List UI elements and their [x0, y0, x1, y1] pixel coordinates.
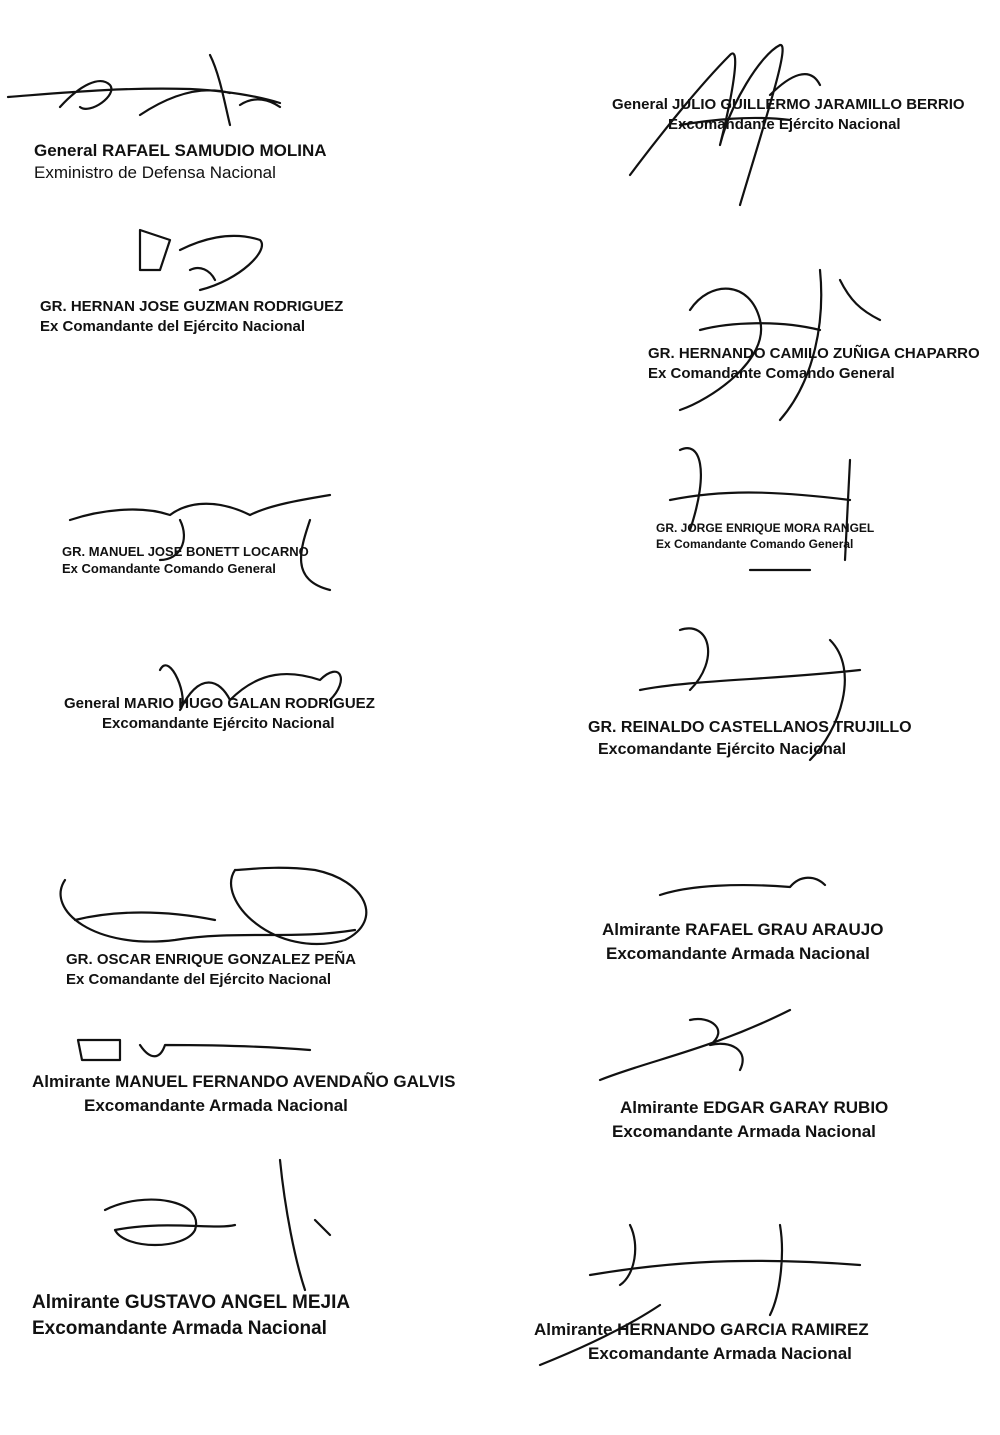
signatory-block [62, 543, 309, 577]
signatory-name: General JULIO GUILLERMO JARAMILLO BERRIO [612, 96, 965, 113]
signatory-name: GR. OSCAR ENRIQUE GONZALEZ PEÑA [66, 951, 357, 968]
signatory-block [534, 1318, 869, 1366]
signatory-name: General MARIO HUGO GALAN RODRIGUEZ [64, 695, 375, 712]
handwritten-signature [590, 1000, 810, 1090]
signatory-name: Almirante RAFAEL GRAU ARAUJO [602, 920, 884, 939]
signatory-title: Exministro de Defensa Nacional [34, 163, 276, 182]
signatory-title: Excomandante Ejército Nacional [668, 116, 901, 133]
signatory-title: Excomandante Ejército Nacional [102, 715, 335, 732]
handwritten-signature [60, 480, 350, 600]
signatory-title: Ex Comandante Comando General [648, 365, 895, 382]
signatory-block [588, 717, 912, 761]
signatory-block [64, 694, 375, 734]
handwritten-signature [650, 430, 870, 590]
signatory-title: Excomandante Armada Nacional [588, 1344, 852, 1363]
signatory-block [612, 95, 965, 135]
signatory-name: Almirante EDGAR GARAY RUBIO [620, 1098, 889, 1117]
signatory-title: Excomandante Armada Nacional [32, 1318, 327, 1339]
signatory-title: Excomandante Armada Nacional [612, 1122, 876, 1141]
signatory-block [32, 1070, 455, 1118]
signatory-block [66, 950, 356, 990]
signatory-title: Ex Comandante del Ejército Nacional [66, 971, 332, 988]
signatory-block [656, 520, 874, 552]
signatory-block [32, 1290, 350, 1342]
signatory-block [648, 344, 980, 384]
signatory-name: GR. MANUEL JOSE BONETT LOCARNO [62, 544, 309, 559]
handwritten-signature [85, 1150, 345, 1300]
signatory-name: GR. HERNANDO CAMILO ZUÑIGA CHAPARRO [648, 345, 980, 362]
signatory-block [612, 1096, 888, 1144]
signatory-block [602, 918, 883, 966]
signatory-name: GR. HERNAN JOSE GUZMAN RODRIGUEZ [40, 298, 344, 315]
signatory-title: Excomandante Armada Nacional [606, 944, 870, 963]
signatory-title: Ex Comandante Comando General [656, 537, 854, 551]
signatory-title: Ex Comandante Comando General [62, 561, 276, 576]
handwritten-signature [650, 855, 850, 915]
signatory-name: Almirante HERNANDO GARCIA RAMIREZ [534, 1320, 869, 1339]
signatory-block [34, 140, 327, 184]
signatory-name: Almirante GUSTAVO ANGEL MEJIA [32, 1292, 351, 1313]
signatory-block [40, 297, 343, 337]
signatory-name: GR. REINALDO CASTELLANOS TRUJILLO [588, 719, 912, 736]
signatory-title: Ex Comandante del Ejército Nacional [40, 318, 306, 335]
handwritten-signature [0, 45, 320, 145]
signatory-title: Excomandante Ejército Nacional [598, 741, 847, 758]
signatory-title: Excomandante Armada Nacional [84, 1096, 348, 1115]
signatory-name: General RAFAEL SAMUDIO MOLINA [34, 141, 327, 160]
signatory-name: GR. JORGE ENRIQUE MORA RANGEL [656, 521, 875, 535]
signatory-name: Almirante MANUEL FERNANDO AVENDAÑO GALVIS [32, 1072, 456, 1091]
